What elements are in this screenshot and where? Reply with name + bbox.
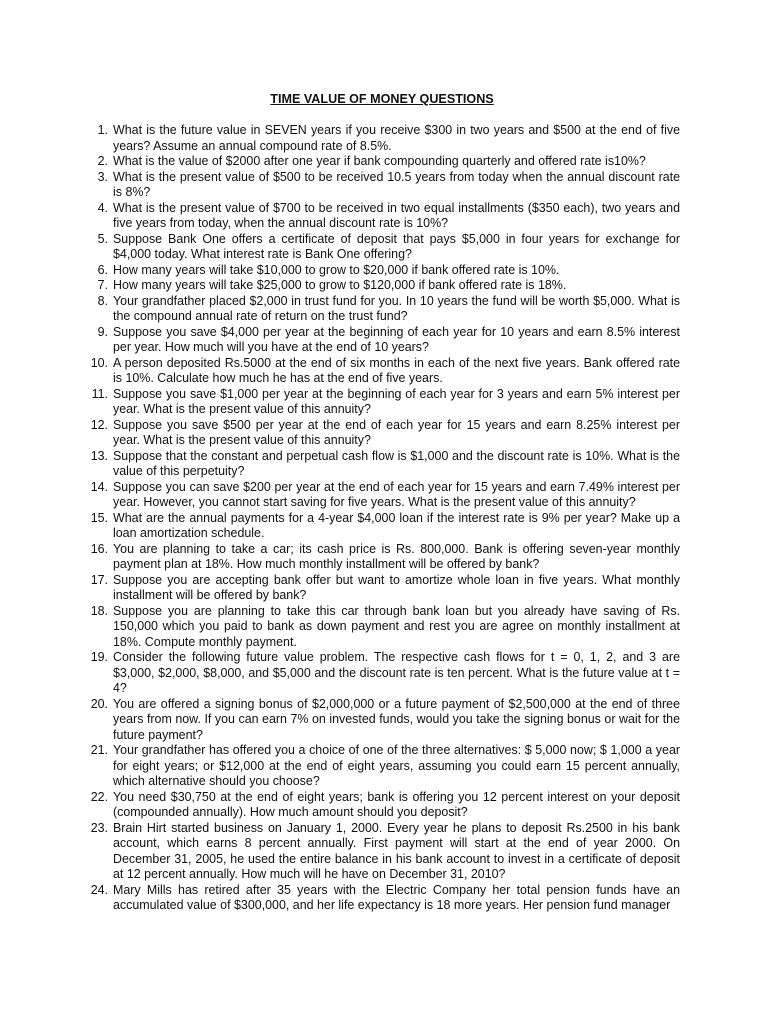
question-text: What is the present value of $700 to be received in two equal installments ($350 each), two years and five years from today, when the annual discount rate is 10%? xyxy=(113,200,680,230)
question-number: 2. xyxy=(97,154,108,168)
question-item xyxy=(84,154,680,170)
question-number: 8. xyxy=(97,293,108,308)
question-item xyxy=(84,232,680,263)
question-item xyxy=(84,511,680,542)
question-number: 5. xyxy=(97,231,108,246)
question-number: 19. xyxy=(90,650,108,664)
question-text: Mary Mills has retired after 35 years with the Electric Company her total pension funds have an accumulated value of $300,000, and her life expectancy is 18 more years. Her pension fund manager xyxy=(113,882,680,912)
question-number: 17. xyxy=(90,572,108,587)
question-item xyxy=(84,821,680,883)
question-list xyxy=(84,123,680,914)
question-text: Suppose you are accepting bank offer but want to amortize whole loan in five years. What monthly installment will be offered by bank? xyxy=(113,572,680,602)
question-item xyxy=(84,790,680,821)
question-text: Suppose you save $500 per year at the end of each year for 15 years and earn 8.25% interest per year. What is the present value of this annuity? xyxy=(113,417,680,447)
question-number: 1. xyxy=(97,123,108,137)
question-text: Suppose you are planning to take this car through bank loan but you already have saving of Rs. 150,000 which you paid to bank as down payment and rest you are agree on monthly installment at 18%. Compute monthly payment. xyxy=(113,603,680,649)
question-number: 7. xyxy=(97,278,108,292)
question-text: Consider the following future value problem. The respective cash flows for t = 0, 1, 2, and 3 are $3,000, $2,000, $8,000, and $5,000 and the discount rate is ten percent. What is the future value at t = 4? xyxy=(113,650,680,695)
question-item xyxy=(84,883,680,914)
question-text: Your grandfather has offered you a choice of one of the three alternatives: $ 5,000 now; $ 1,000 a year for eight years; or $12,000 at the end of eight years, assuming you could earn 15 percent annually, which alternative should you choose? xyxy=(113,743,680,788)
question-number: 10. xyxy=(90,355,108,370)
question-text: How many years will take $10,000 to grow to $20,000 if bank offered rate is 10%. xyxy=(113,262,560,277)
question-item xyxy=(84,294,680,325)
question-item xyxy=(84,201,680,232)
question-text: A person deposited Rs.5000 at the end of six months in each of the next five years. Bank offered rate is 10%. Calculate how much he has at the end of five years. xyxy=(113,355,680,385)
question-text: Brain Hirt started business on January 1, 2000. Every year he plans to deposit Rs.2500 in his bank account, which earns 8 percent annually. First payment will start at the end of year 2000. On December 31, 2005, he used the entire balance in his bank account to invest in a certificate of deposit at 12 percent annually. How much will he have on December 31, 2010? xyxy=(113,820,680,881)
question-text: How many years will take $25,000 to grow to $120,000 if bank offered rate is 18%. xyxy=(113,278,567,292)
question-number: 6. xyxy=(97,262,108,277)
question-number: 4. xyxy=(97,200,108,215)
question-item xyxy=(84,123,680,154)
question-text: Suppose Bank One offers a certificate of deposit that pays $5,000 in four years for exchange for $4,000 today. What interest rate is Bank One offering? xyxy=(113,231,680,261)
question-number: 22. xyxy=(90,789,108,804)
question-item xyxy=(84,604,680,651)
question-item xyxy=(84,356,680,387)
question-text: What is the future value in SEVEN years if you receive $300 in two years and $500 at the end of five years? Assume an annual compound rate of 8.5%. xyxy=(113,123,680,153)
question-number: 11. xyxy=(91,386,108,401)
question-item xyxy=(84,418,680,449)
question-number: 15. xyxy=(90,510,108,525)
question-item xyxy=(84,480,680,511)
question-text: You are planning to take a car; its cash price is Rs. 800,000. Bank is offering seven-year monthly payment plan at 18%. How much monthly installment will be offered by bank? xyxy=(113,541,680,571)
question-number: 14. xyxy=(90,479,108,494)
question-text: Suppose you can save $200 per year at the end of each year for 15 years and earn 7.49% interest per year. However, you cannot start saving for five years. What is the present value of this annuity? xyxy=(113,479,680,509)
question-number: 20. xyxy=(90,696,108,711)
question-text: You are offered a signing bonus of $2,000,000 or a future payment of $2,500,000 at the end of three years from now. If you can earn 7% on invested funds, would you take the signing bonus or wait for the future payment? xyxy=(113,696,680,742)
question-text: What are the annual payments for a 4-year $4,000 loan if the interest rate is 9% per year? Make up a loan amortization schedule. xyxy=(113,510,680,540)
question-item xyxy=(84,449,680,480)
question-text: Your grandfather placed $2,000 in trust fund for you. In 10 years the fund will be worth $5,000. What is the compound annual rate of return on the trust fund? xyxy=(113,293,680,323)
question-item xyxy=(84,650,680,697)
question-number: 12. xyxy=(90,417,108,432)
question-text: What is the present value of $500 to be received 10.5 years from today when the annual discount rate is 8%? xyxy=(113,169,680,199)
question-item xyxy=(84,697,680,744)
question-number: 13. xyxy=(90,448,108,463)
question-number: 3. xyxy=(97,169,108,184)
question-number: 18. xyxy=(90,603,108,618)
question-item xyxy=(84,542,680,573)
question-item xyxy=(84,325,680,356)
question-item xyxy=(84,278,680,294)
question-item xyxy=(84,743,680,790)
question-item xyxy=(84,573,680,604)
question-text: Suppose you save $1,000 per year at the beginning of each year for 3 years and earn 5% interest per year. What is the present value of this annuity? xyxy=(113,386,680,416)
question-text: Suppose you save $4,000 per year at the beginning of each year for 10 years and earn 8.5% interest per year. How much will you have at the end of 10 years? xyxy=(113,324,680,354)
question-text: You need $30,750 at the end of eight years; bank is offering you 12 percent interest on your deposit (compounded annually). How much amount should you deposit? xyxy=(113,789,680,819)
document-title: TIME VALUE OF MONEY QUESTIONS xyxy=(270,92,494,106)
question-item xyxy=(84,263,680,279)
question-number: 23. xyxy=(90,820,108,835)
question-number: 21. xyxy=(90,743,108,757)
question-number: 24. xyxy=(90,882,108,897)
question-text: What is the value of $2000 after one year if bank compounding quarterly and offered rate is10%? xyxy=(113,154,646,168)
question-number: 9. xyxy=(97,324,108,339)
question-text: Suppose that the constant and perpetual cash flow is $1,000 and the discount rate is 10%. What is the value of this perpetuity? xyxy=(113,448,680,478)
question-number: 16. xyxy=(90,541,108,556)
question-item xyxy=(84,387,680,418)
question-item xyxy=(84,170,680,201)
